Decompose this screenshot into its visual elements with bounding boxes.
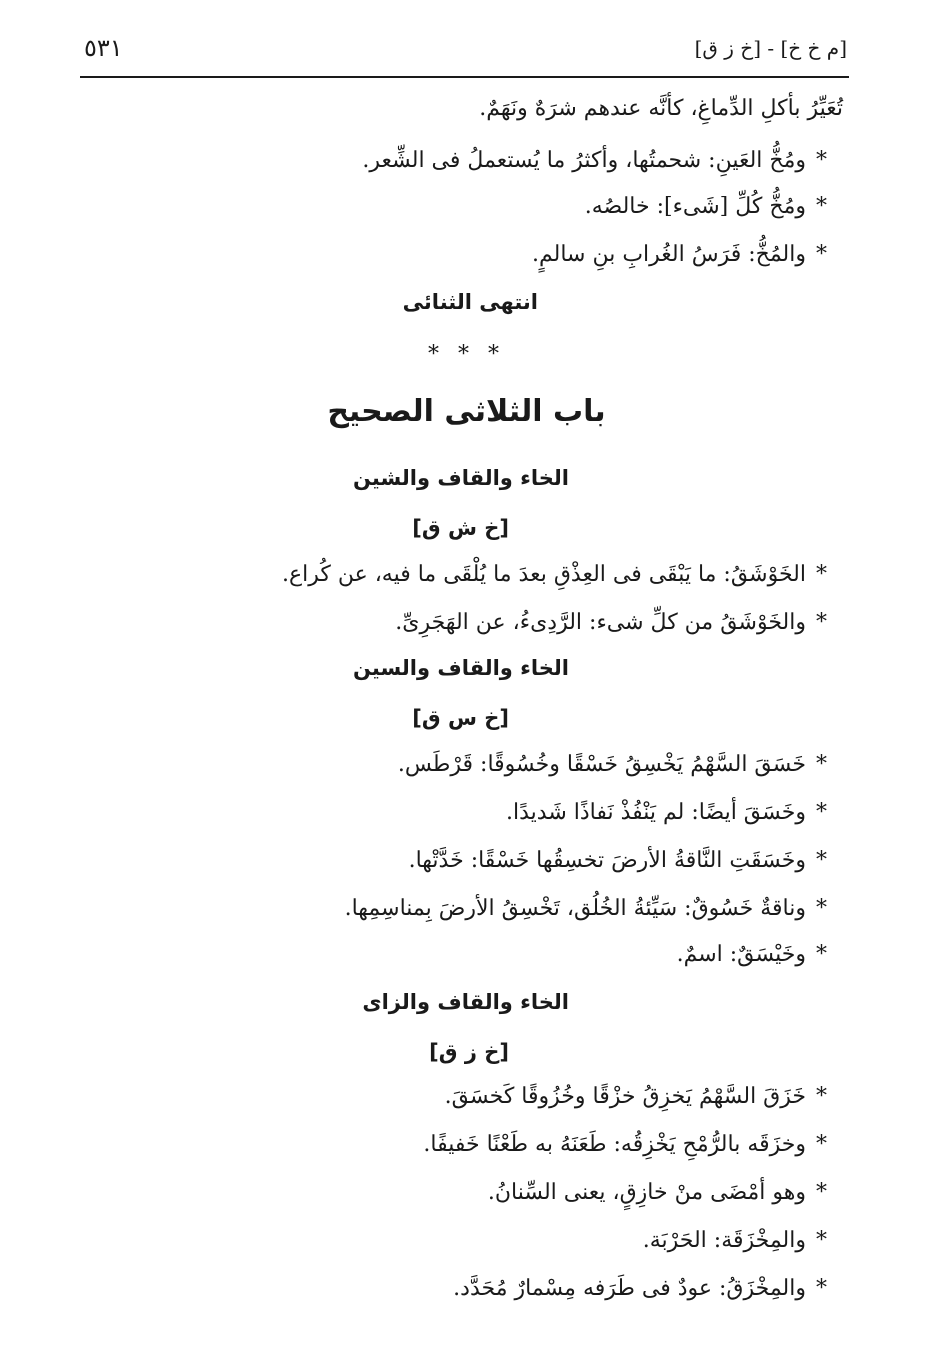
page-number: ٥٣١ — [84, 34, 123, 62]
section-title: الخاء والقاف والسين — [353, 656, 569, 680]
bullet-star: * — [816, 1084, 827, 1109]
entry-line: *الخَوْشَقُ: ما يَبْقَى فى العِذْقِ بعدَ ما يُلْقَى ما فيه، عن كُراع. — [281, 562, 827, 587]
root-heading: [خ س ق] — [412, 706, 509, 730]
entry-line: *والمِخْزَقَة: الحَرْبَة. — [642, 1228, 827, 1253]
bullet-star: * — [816, 242, 827, 267]
bullet-star: * — [816, 942, 827, 967]
section-title: الخاء والقاف والزاى — [362, 990, 569, 1014]
bullet-star: * — [816, 1276, 827, 1301]
entry-line: *خَزَقَ السَّهْمُ يَخزِقُ خزْقًا وخُزُوقًا كَخسَقَ. — [444, 1084, 827, 1109]
bullet-star: * — [816, 148, 827, 173]
entry-line: *ومُخُّ العَينِ: شحمتُها، وأكثرُ ما يُستعملُ فى الشِّعر. — [362, 148, 827, 173]
bullet-star: * — [816, 610, 827, 635]
root-heading: [خ ز ق] — [429, 1040, 509, 1064]
entry-line: *وخزَقَه بالرُّمْحِ يَخْزِقُه: طَعَنَهُ به طَعْنًا خَفيفًا. — [423, 1132, 827, 1157]
entry-line: *ومُخُّ كُلِّ [شَىء]: خالصُه. — [584, 194, 827, 219]
bullet-star: * — [816, 1228, 827, 1253]
entry-line: *والمُخُّ: فَرَسُ الغُرابِ بنِ سالمٍ. — [532, 242, 827, 267]
entry-line: *وخَيْسَقٌ: اسمٌ. — [676, 942, 827, 967]
section-ornament: * * * — [428, 342, 505, 367]
entry-line: *خَسَقَ السَّهْمُ يَخْسِقُ خَسْقًا وخُسُوقًا: قَرْطَس. — [397, 752, 827, 777]
entry-line: *وهو أمْضَى منْ خازِقٍ، يعنى السِّنانُ. — [487, 1180, 827, 1205]
running-head: [م خ خ] - [خ ز ق] — [694, 36, 847, 60]
bullet-star: * — [816, 1132, 827, 1157]
entry-line: *والمِخْزَقُ: عودٌ فى طَرَفه مِسْمارٌ مُحَدَّد. — [453, 1276, 827, 1301]
entry-line: *وناقةٌ خَسُوقٌ: سَيِّئةُ الخُلُق، تَخْسِقُ الأرضَ بِمناسِمِها. — [344, 896, 827, 921]
entry-line: *وخَسَقَ أيضًا: لم يَنْفُذْ نَفاذًا شَديدًا. — [506, 800, 827, 825]
root-heading: [خ ش ق] — [412, 516, 509, 540]
bullet-star: * — [816, 752, 827, 777]
section-title: الخاء والقاف والشين — [353, 466, 569, 490]
page-header — [80, 30, 849, 78]
bullet-star: * — [816, 194, 827, 219]
bullet-star: * — [816, 1180, 827, 1205]
entry-line: *والخَوْشَقُ من كلِّ شىء: الرَّدِىءُ، عن الهَجَرِىِّ. — [395, 610, 827, 635]
bullet-star: * — [816, 896, 827, 921]
end-of-section-heading: انتهى الثنائى — [402, 290, 538, 314]
bullet-star: * — [816, 800, 827, 825]
chapter-title: باب الثلاثى الصحيح — [327, 394, 606, 429]
bullet-star: * — [816, 848, 827, 873]
entry-line: *وخَسَقَتِ النَّاقةُ الأرضَ تخسِقُها خَسْقًا: خَدَّتْها. — [408, 848, 827, 873]
continuation-line: تُعَيِّرُ بأكلِ الدِّماغِ، كأنَّه عندهم شرَهٌ ونَهَمٌ. — [479, 96, 843, 121]
bullet-star: * — [816, 562, 827, 587]
